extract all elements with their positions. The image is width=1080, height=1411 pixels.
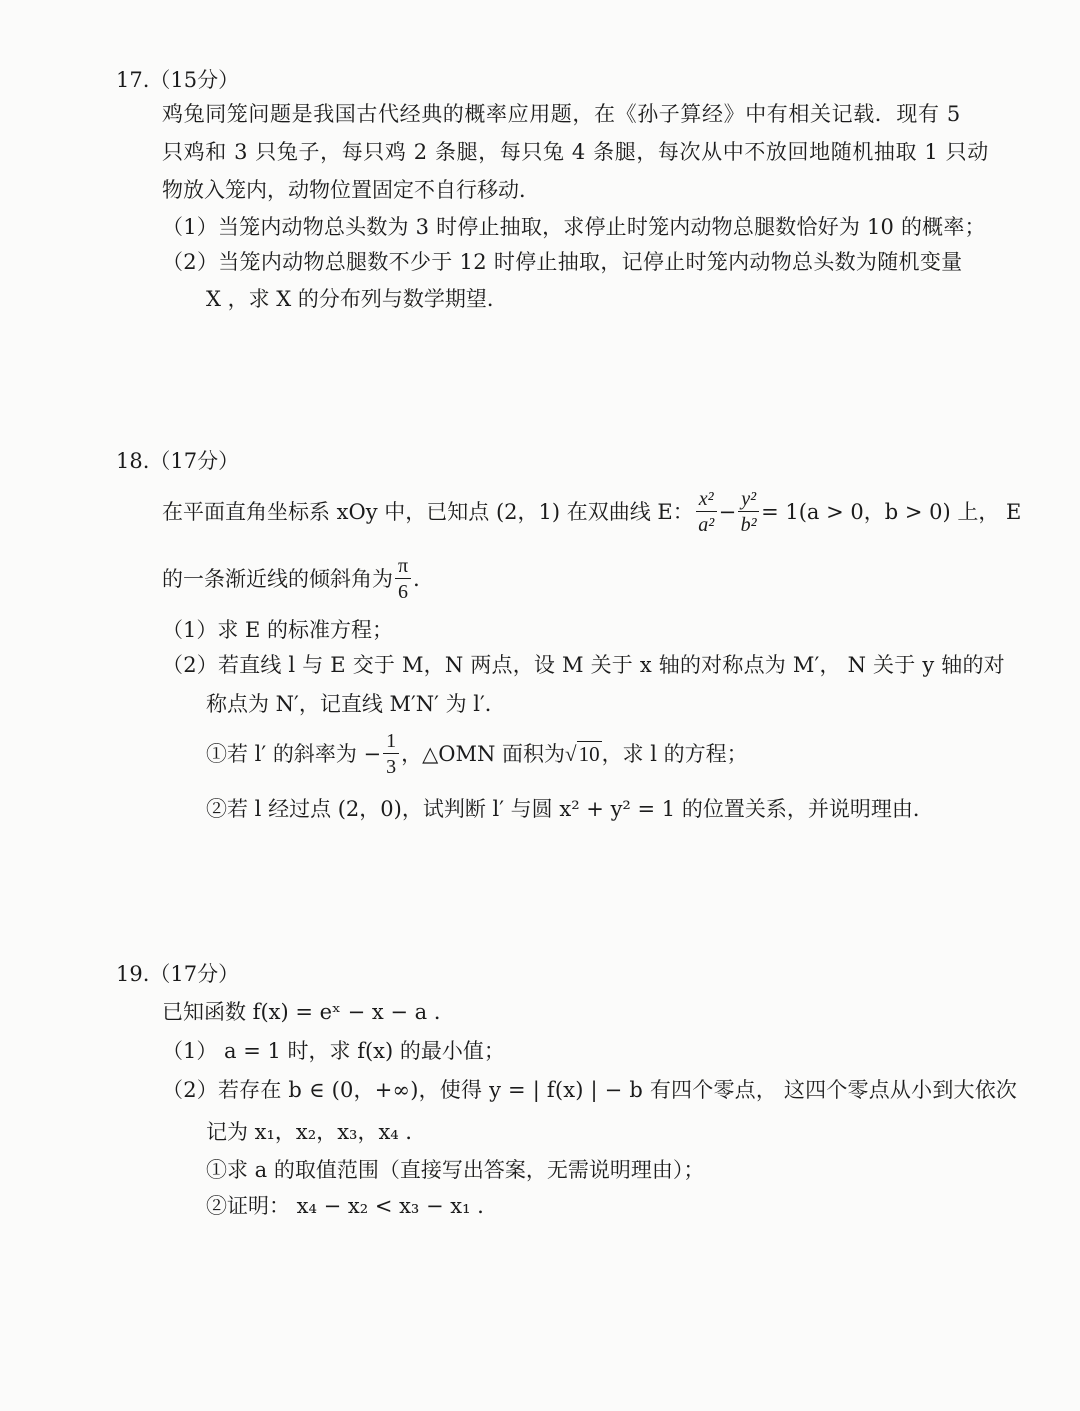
statement-text: ①若 l′ 的斜率为 − [206,741,382,766]
question-17-part-1: （1）当笼内动物总头数为 3 时停止抽取，求停止时笼内动物总腿数恰好为 10 的概率； [162,215,986,239]
question-19-part-2-cont: 记为 x₁，x₂，x₃，x₄ ． [206,1120,427,1144]
statement-text: ，△OMN 面积为 [401,741,566,766]
fraction-y2-b2 [738,489,759,535]
question-18-part-2: （2）若直线 l 与 E 交于 M，N 两点，设 M 关于 x 轴的对称点为 M′， N 关于 y 轴的对 [162,653,1005,677]
fraction-denominator: a² [698,514,715,536]
radicand: 10 [578,741,600,766]
fraction-numerator: x² [696,489,717,512]
statement-text: 在平面直角坐标系 xOy 中，已知点 (2，1) 在双曲线 E： [162,499,694,524]
question-17-text-line-1: 鸡兔同笼问题是我国古代经典的概率应用题，在《孙子算经》中有相关记载．现有 5 [162,102,961,126]
question-18-part-1: （1）求 E 的标准方程； [162,618,394,642]
question-19-header: 19.（17分） [116,962,240,986]
statement-text: = 1(a > 0，b > 0) 上， E [761,499,1022,524]
square-root: √10 [565,741,600,766]
question-19-part-2: （2）若存在 b ∈ (0，+∞)，使得 y = | f(x) | − b 有四个零点， 这四个零点从小到大依次 [162,1078,1018,1102]
fraction-one-third [383,731,399,777]
question-17-part-2-cont: X ，求 X 的分布列与数学期望． [206,287,508,311]
question-19-sub-1: ①求 a 的取值范围（直接写出答案，无需说明理由）； [206,1158,705,1182]
question-18-sub-2: ②若 l 经过点 (2，0)，试判断 l′ 与圆 x² + y² = 1 的位置关系，并说明理由． [206,797,934,821]
question-18-header: 18.（17分） [116,449,240,473]
question-17-part-2: （2）当笼内动物总腿数不少于 12 时停止抽取，记停止时笼内动物总头数为随机变量 [162,250,963,274]
statement-text: 的一条渐近线的倾斜角为 [162,566,393,591]
statement-text: ，求 l 的方程； [601,741,748,766]
question-18-statement-line-1 [162,482,1021,542]
question-17-header: 17.（15分） [116,68,240,92]
question-19-statement: 已知函数 f(x) = eˣ − x − a ． [162,1000,455,1024]
fraction-numerator: π [395,556,411,579]
question-18-sub-1 [206,726,748,782]
fraction-numerator: y² [738,489,759,512]
question-19-part-1: （1） a = 1 时，求 f(x) 的最小值； [162,1039,505,1063]
fraction-denominator: b² [740,514,757,536]
fraction-numerator: 1 [383,731,399,754]
question-17-text-line-2: 只鸡和 3 只兔子，每只鸡 2 条腿，每只兔 4 条腿，每次从中不放回地随机抽取 1 只动 [162,140,989,164]
fraction-x2-a2 [696,489,717,535]
question-18-statement-line-2 [162,551,434,607]
question-18-part-2-cont: 称点为 N′，记直线 M′N′ 为 l′． [206,692,506,716]
question-19-sub-2: ②证明： x₄ − x₂ < x₃ − x₁ ． [206,1194,499,1218]
minus-sign: − [718,499,737,524]
fraction-denominator: 6 [398,581,409,603]
fraction-pi-6 [395,556,411,602]
fraction-denominator: 3 [386,756,397,778]
question-17-text-line-3: 物放入笼内，动物位置固定不自行移动． [162,178,540,202]
statement-text: ． [413,566,435,591]
